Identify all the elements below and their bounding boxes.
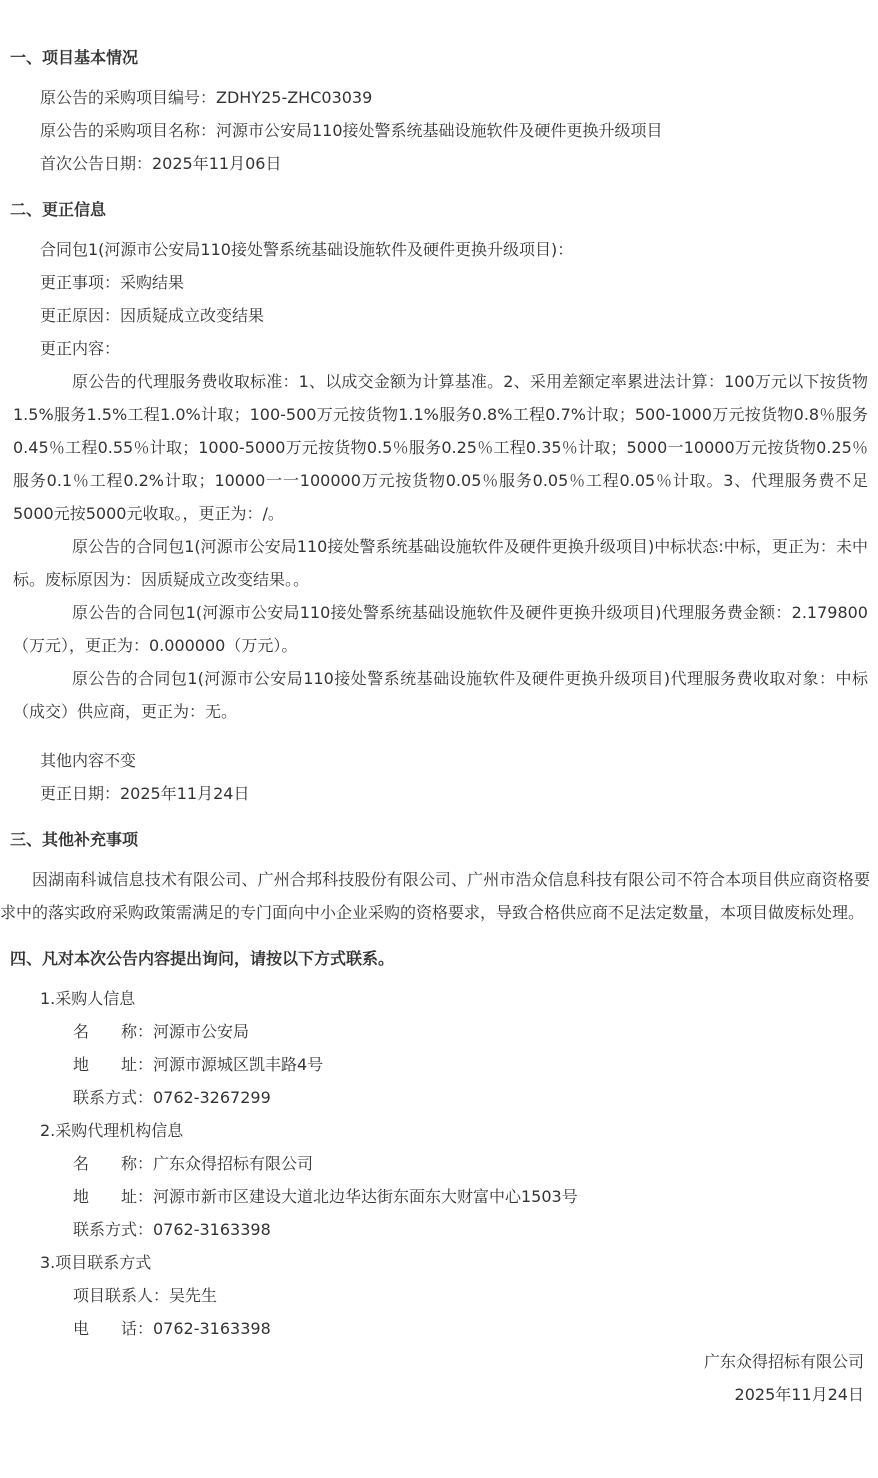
original-project-number: 原公告的采购项目编号：ZDHY25-ZHC03039: [40, 88, 373, 107]
purchaser-contact: 联系方式：0762-3267299: [73, 1088, 271, 1107]
correction-reason: 更正原因：因质疑成立改变结果: [40, 306, 265, 325]
section-4-heading: 四、凡对本次公告内容提出询问，请按以下方式联系。: [10, 949, 395, 968]
supplementary-note: 因湖南科诚信息技术有限公司、广州合邦科技股份有限公司、广州市浩众信息科技有限公司不符合本项目供应商资格要求中的落实政府采购政策需满足的专门面向中小企业采购的资格要求，导致合格供应商不足法定数量，本项目做废标处理。: [0, 870, 870, 922]
blank-line: [0, 728, 878, 744]
project-contact-label: 3.项目联系方式: [40, 1253, 152, 1272]
first-announcement-date: 首次公告日期：2025年11月06日: [40, 154, 282, 173]
project-contact-phone: 电 话：0762-3163398: [73, 1319, 271, 1338]
correction-detail-fee-amount: 原公告的合同包1(河源市公安局110接处警系统基础设施软件及硬件更换升级项目)代理服务费金额：2.179800（万元），更正为：0.000000（万元）。: [13, 603, 868, 655]
correction-detail-fee-standard: 原公告的代理服务费收取标准：1、以成交金额为计算基准。2、采用差额定率累进法计算：100万元以下按货物1.5%服务1.5%工程1.0%计取；100-500万元按货物1.1%服务0.8%工程0.7%计取；500-1000万元按货物0.8％服务0.45％工程0.55％计取；1000-5000万元按货物0.5％服务0.25％工程0.35％计取；5000一10000万元按货物0.25％服务0.1％工程0.2%计取；10000一一100000万元按货物0.05％服务0.05％工程0.05％计取。3、代理服务费不足5000元按5000元收取。，更正为：/。: [13, 372, 868, 523]
correction-date: 更正日期：2025年11月24日: [40, 784, 250, 803]
purchaser-address: 地 址：河源市源城区凯丰路4号: [73, 1055, 324, 1074]
section-2-heading: 二、更正信息: [10, 200, 107, 219]
contract-package: 合同包1(河源市公安局110接处警系统基础设施软件及硬件更换升级项目)：: [40, 240, 574, 259]
correction-item: 更正事项：采购结果: [40, 273, 185, 292]
signature-date: 2025年11月24日: [734, 1385, 864, 1404]
correction-detail-fee-payer: 原公告的合同包1(河源市公安局110接处警系统基础设施软件及硬件更换升级项目)代理服务费收取对象：中标（成交）供应商，更正为：无。: [13, 669, 868, 721]
correction-detail-bid-status: 原公告的合同包1(河源市公安局110接处警系统基础设施软件及硬件更换升级项目)中标状态:中标，更正为：未中标。废标原因为：因质疑成立改变结果。。: [13, 537, 868, 589]
agency-name: 名 称：广东众得招标有限公司: [73, 1154, 314, 1173]
agency-contact: 联系方式：0762-3163398: [73, 1220, 271, 1239]
other-content-unchanged: 其他内容不变: [40, 751, 137, 770]
agency-info-label: 2.采购代理机构信息: [40, 1121, 184, 1140]
project-contact-person: 项目联系人：吴先生: [73, 1286, 218, 1305]
section-3-heading: 三、其他补充事项: [10, 830, 139, 849]
purchaser-info-label: 1.采购人信息: [40, 989, 136, 1008]
section-1-heading: 一、项目基本情况: [10, 48, 139, 67]
agency-address: 地 址：河源市新市区建设大道北边华达街东面东大财富中心1503号: [73, 1187, 578, 1206]
signature-company: 广东众得招标有限公司: [703, 1352, 864, 1371]
original-project-name: 原公告的采购项目名称：河源市公安局110接处警系统基础设施软件及硬件更换升级项目: [40, 121, 663, 140]
correction-content-label: 更正内容：: [40, 339, 121, 358]
purchaser-name: 名 称：河源市公安局: [73, 1022, 250, 1041]
